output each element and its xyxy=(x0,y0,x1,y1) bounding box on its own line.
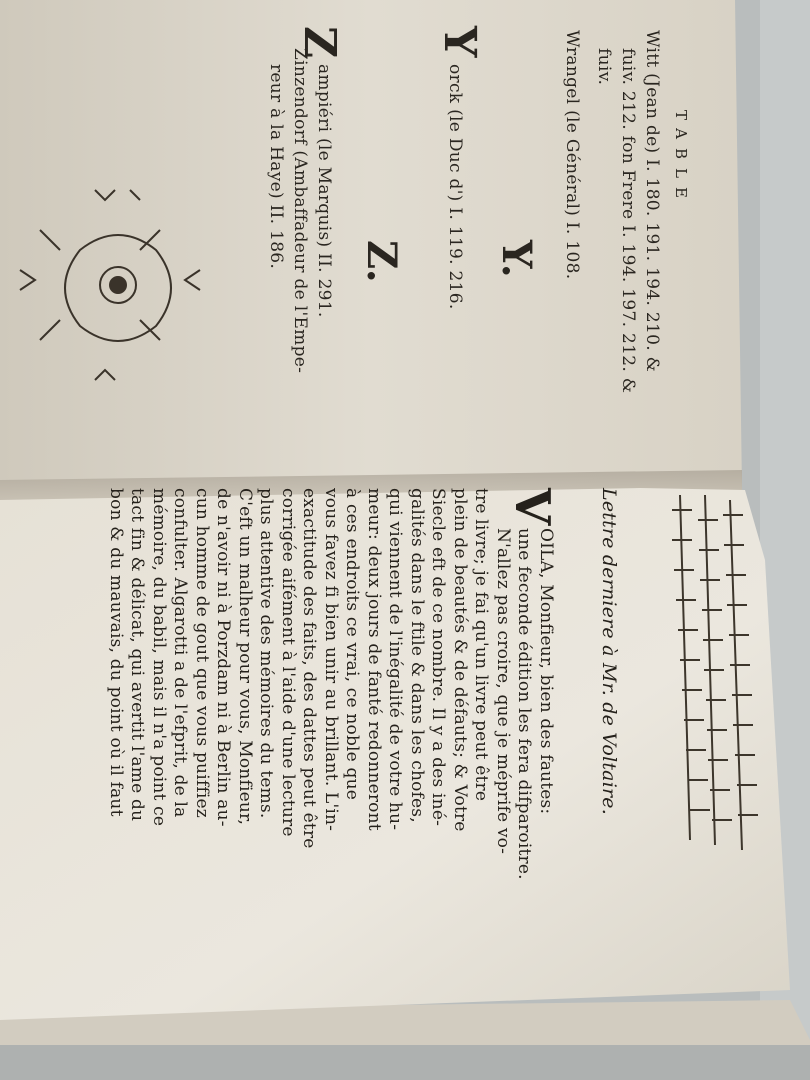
index-entry: ampiéri (le Marquis) II. 291. xyxy=(314,64,334,318)
section-letter-y: Y. xyxy=(493,240,540,278)
letter-line: bon & du mauvais, du point où il faut xyxy=(106,488,126,817)
index-entry: fuiv. 212. fon Frere I. 194. 197. 212. & xyxy=(618,48,638,394)
letter-line: une feconde édition les fera difparoitre. xyxy=(514,528,535,880)
letter-line: mémoire, du babil, mais il n'a point ce xyxy=(149,488,169,827)
index-entry: Zinzendorf (Ambaffadeur de l'Empe- xyxy=(290,48,310,374)
index-entry: orck (le Duc d') I. 119. 216. xyxy=(445,64,465,310)
index-entry: reur à la Haye) II. 186. xyxy=(266,64,286,270)
letter-line: à ces endroits ce vrai, ce noble que xyxy=(342,488,363,801)
letter-line: cun homme de gout que vous puiffiez xyxy=(192,488,212,818)
index-entry: Witt (Jean de) I. 180. 191. 194. 210. & xyxy=(642,30,662,373)
dropcap-y: Y xyxy=(434,26,485,58)
letter-line: OILA, Monfieur, bien des fautes: xyxy=(536,528,556,815)
letter-line: tact fin & délicat, qui avertit l'ame du xyxy=(127,488,148,822)
letter-line: meur: deux jours de fanté redonneront xyxy=(364,488,384,831)
letter-line: C'eft un malheur pour vous, Monfieur, xyxy=(235,488,255,826)
letter-line: corrigée aifément à l'aide d'une lecture xyxy=(278,488,298,837)
index-entry: Wrangel (le Général) I. 108. xyxy=(562,30,582,280)
page-stack-shadow xyxy=(0,1045,810,1080)
letter-line: Siecle eft de ce nombre. Il y a des iné- xyxy=(428,488,449,827)
letter-line: de n'avoir ni à Porzdam ni à Berlin au- xyxy=(213,488,234,827)
letter-line: plein de beautés & de défauts; & Votre xyxy=(450,488,470,832)
index-entry: fuiv. xyxy=(594,48,614,86)
letter-line: plus attentive des mémoires du tems. xyxy=(256,488,277,819)
section-letter-z: Z. xyxy=(358,240,405,284)
letter-line: galités dans le ftile & dans les chofes, xyxy=(407,488,427,823)
dropcap-v: V xyxy=(504,488,560,526)
letter-line: N'allez pas croire, que je méprife vo- xyxy=(493,528,513,855)
letter-line: confulter. Algarotti a de l'efprit, de la xyxy=(170,488,191,818)
letter-line: qui viennent de l'inégalité de votre hu- xyxy=(385,488,406,831)
letter-line: tre livre; je fai qu'un livre peut être xyxy=(471,488,492,802)
letter-line: exactitude des faits, des dattes peut être xyxy=(299,488,320,849)
running-header: TABLE xyxy=(672,110,690,207)
letter-title: Lettre derniere à Mr. de Voltaire. xyxy=(598,488,620,815)
dropcap-z: Z xyxy=(294,26,345,59)
letter-line: vous favez fi bien unir au brillant. L'in- xyxy=(321,488,341,832)
